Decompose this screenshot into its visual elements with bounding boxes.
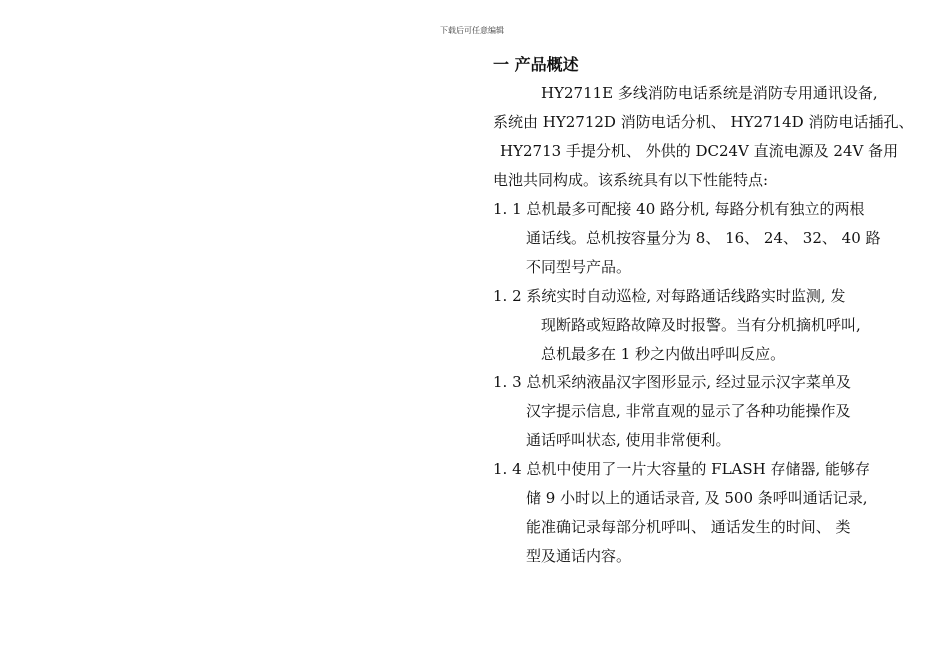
paragraph-line-3: HY2713 手提分机、 外供的 DC24V 直流电源及 24V 备用 xyxy=(500,142,899,160)
list-item-3-line-1: 1. 3 总机采纳液晶汉字图形显示, 经过显示汉字菜单及 xyxy=(493,373,851,391)
page-header-note: 下载后可任意编辑 xyxy=(440,26,504,35)
list-item-4-line-3: 能准确记录每部分机呼叫、 通话发生的时间、 类 xyxy=(526,518,851,536)
list-item-1-line-2: 通话线。总机按容量分为 8、 16、 24、 32、 40 路 xyxy=(526,229,881,247)
paragraph-line-4: 电池共同构成。该系统具有以下性能特点: xyxy=(493,171,769,189)
section-title: 一 产品概述 xyxy=(493,55,579,74)
list-item-2-line-3: 总机最多在 1 秒之内做出呼叫反应。 xyxy=(541,345,786,363)
list-item-2-line-1: 1. 2 系统实时自动巡检, 对每路通话线路实时监测, 发 xyxy=(493,287,846,305)
paragraph-line-1: HY2711E 多线消防电话系统是消防专用通讯设备, xyxy=(541,84,878,102)
list-item-3-line-3: 通话呼叫状态, 使用非常便利。 xyxy=(526,431,731,449)
list-item-3-line-2: 汉字提示信息, 非常直观的显示了各种功能操作及 xyxy=(526,402,851,420)
list-item-4-line-2: 储 9 小时以上的通话录音, 及 500 条呼叫通话记录, xyxy=(526,489,868,507)
list-item-4-line-4: 型及通话内容。 xyxy=(526,547,632,565)
list-item-1-line-1: 1. 1 总机最多可配接 40 路分机, 每路分机有独立的两根 xyxy=(493,200,865,218)
list-item-1-line-3: 不同型号产品。 xyxy=(526,258,632,276)
paragraph-line-2: 系统由 HY2712D 消防电话分机、 HY2714D 消防电话插孔、 xyxy=(493,113,914,131)
list-item-2-line-2: 现断路或短路故障及时报警。当有分机摘机呼叫, xyxy=(541,316,861,334)
list-item-4-line-1: 1. 4 总机中使用了一片大容量的 FLASH 存储器, 能够存 xyxy=(493,460,871,478)
